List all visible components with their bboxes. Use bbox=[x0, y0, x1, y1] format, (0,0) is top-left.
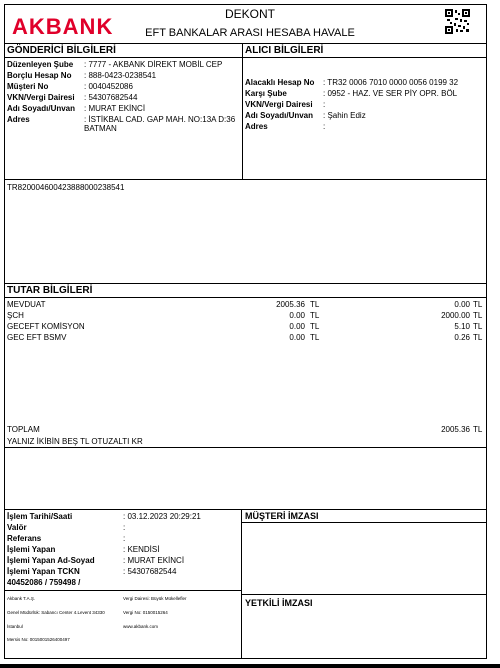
amount-in-words: YALNIZ İKİBİN BEŞ TL OTUZALTI KR bbox=[7, 437, 143, 446]
txn-label-reference: Referans bbox=[7, 534, 42, 543]
signature-divider bbox=[241, 594, 487, 595]
amount-row-total: 2000.00 bbox=[441, 311, 470, 320]
receiver-heading-underline bbox=[242, 57, 487, 58]
sender-heading: GÖNDERİCİ BİLGİLERİ bbox=[7, 45, 116, 56]
sender-label-customer-no: Müşteri No bbox=[7, 82, 49, 91]
txn-label-performer: İşlemi Yapan bbox=[7, 545, 56, 554]
txn-value-performer: : KENDİSİ bbox=[123, 545, 160, 554]
sender-label-branch: Düzenleyen Şube bbox=[7, 60, 74, 69]
amount-row-currency: TL bbox=[310, 300, 320, 309]
qr-code-icon bbox=[445, 9, 470, 34]
akbank-logo: AKBANK bbox=[12, 14, 114, 39]
amount-row-value: 2005.36 bbox=[276, 300, 305, 309]
receiver-label-branch: Karşı Şube bbox=[245, 89, 287, 98]
sender-heading-underline bbox=[4, 57, 242, 58]
amount-row-value: 0.00 bbox=[289, 333, 305, 342]
amount-row-value: 0.00 bbox=[289, 311, 305, 320]
amounts-top-divider bbox=[4, 283, 487, 284]
sender-label-name: Adı Soyadı/Unvan bbox=[7, 104, 76, 113]
amount-row-total-currency: TL bbox=[473, 300, 483, 309]
amount-row-total-currency: TL bbox=[473, 311, 483, 320]
transaction-column-divider bbox=[241, 509, 242, 659]
receiver-value-tax: : bbox=[323, 100, 326, 109]
amount-row-total-currency: TL bbox=[473, 333, 483, 342]
txn-value-date: : 03.12.2023 20:29:21 bbox=[123, 512, 201, 521]
footer-company: Akbank T.A.Ş. bbox=[7, 596, 36, 601]
authorized-signature-label: YETKİLİ İMZASI bbox=[245, 598, 313, 608]
amount-row-total: 0.00 bbox=[454, 300, 470, 309]
amount-row-total: 0.26 bbox=[454, 333, 470, 342]
amount-row-value: 0.00 bbox=[289, 322, 305, 331]
txn-value-performer-name: : MURAT EKİNCİ bbox=[123, 556, 185, 565]
txn-value-valor: : bbox=[123, 523, 126, 532]
receiver-value-name: : Şahin Ediz bbox=[323, 111, 366, 120]
page-bottom-bar bbox=[0, 664, 500, 668]
footer-tax-no: Vergi No: 0150015264 bbox=[123, 610, 168, 615]
sender-value-name: : MURAT EKİNCİ bbox=[84, 104, 146, 113]
receiver-label-account: Alacaklı Hesap No bbox=[245, 78, 315, 87]
receiver-value-account: : TR32 0006 7010 0000 0056 0199 32 bbox=[323, 78, 459, 87]
amounts-bottom-divider bbox=[4, 447, 487, 448]
txn-label-performer-tckn: İşlemi Yapan TCKN bbox=[7, 567, 80, 576]
amounts-heading: TUTAR BİLGİLERİ bbox=[7, 285, 93, 296]
amounts-heading-underline bbox=[4, 297, 487, 298]
sender-label-address: Adres bbox=[7, 115, 30, 124]
sender-value-branch: : 7777 - AKBANK DİREKT MOBİL CEP bbox=[84, 60, 223, 69]
amount-row-total-currency: TL bbox=[473, 322, 483, 331]
receiver-label-tax: VKN/Vergi Dairesi bbox=[245, 100, 313, 109]
sender-value-tax: : 54307682544 bbox=[84, 93, 138, 102]
total-value: 2005.36 bbox=[441, 425, 470, 434]
header-divider bbox=[4, 43, 487, 44]
amount-row-name: MEVDUAT bbox=[7, 300, 46, 309]
sender-value-account: : 888-0423-0238541 bbox=[84, 71, 157, 80]
sender-value-customer-no: : 0040452086 bbox=[84, 82, 133, 91]
total-label: TOPLAM bbox=[7, 425, 40, 434]
txn-label-performer-name: İşlemi Yapan Ad-Soyad bbox=[7, 556, 95, 565]
transaction-footer-divider bbox=[4, 590, 241, 591]
receiver-heading: ALICI BİLGİLERİ bbox=[245, 45, 324, 56]
sender-label-account: Borçlu Hesap No bbox=[7, 71, 72, 80]
receiver-value-address: : bbox=[323, 122, 326, 131]
info-section-divider bbox=[4, 179, 487, 180]
document-number: 40452086 / 759498 / bbox=[7, 578, 81, 587]
txn-value-performer-tckn: : 54307682544 bbox=[123, 567, 177, 576]
footer-city: İstanbul bbox=[7, 624, 23, 629]
txn-label-valor: Valör bbox=[7, 523, 27, 532]
sender-value-address-line2: BATMAN bbox=[84, 124, 117, 133]
footer-tax-office: Vergi Dairesi: Büyük Mükellefler bbox=[123, 596, 187, 601]
amount-row-name: GEC EFT BSMV bbox=[7, 333, 67, 342]
total-currency: TL bbox=[473, 425, 483, 434]
txn-label-date: İşlem Tarihi/Saati bbox=[7, 512, 73, 521]
document-subtitle: EFT BANKALAR ARASI HESABA HAVALE bbox=[145, 27, 355, 39]
amount-row-currency: TL bbox=[310, 333, 320, 342]
customer-signature-underline bbox=[241, 522, 487, 523]
footer-mersis: Mersis No: 0015001526400497 bbox=[7, 637, 70, 642]
document-title: DEKONT bbox=[224, 7, 275, 21]
receiver-label-address: Adres bbox=[245, 122, 268, 131]
customer-signature-label: MÜŞTERİ İMZASI bbox=[245, 511, 319, 521]
txn-value-reference: : bbox=[123, 534, 126, 543]
amount-row-currency: TL bbox=[310, 322, 320, 331]
info-column-divider bbox=[242, 43, 243, 179]
transaction-top-divider bbox=[4, 509, 487, 510]
receiver-value-branch: : 0952 - HAZ. VE SER PİY OPR. BÖL bbox=[323, 89, 458, 98]
footer-hq: Genel Müdürlük: Sabancı Center 4.Levent 34330 bbox=[7, 610, 105, 615]
amount-row-name: GECEFT KOMİSYON bbox=[7, 322, 85, 331]
reference-line: TR820004600423888000238541 bbox=[7, 183, 125, 192]
sender-label-tax: VKN/Vergi Dairesi bbox=[7, 93, 75, 102]
footer-website: www.akbank.com bbox=[123, 624, 159, 629]
sender-value-address: : İSTİKBAL CAD. GAP MAH. NO:13A D:36 bbox=[84, 115, 236, 124]
amount-row-total: 5.10 bbox=[454, 322, 470, 331]
amount-row-currency: TL bbox=[310, 311, 320, 320]
receiver-label-name: Adı Soyadı/Unvan bbox=[245, 111, 314, 120]
amount-row-name: ŞCH bbox=[7, 311, 24, 320]
